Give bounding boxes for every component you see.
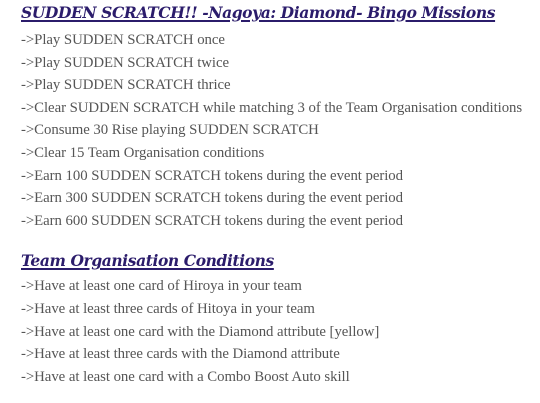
document-page xyxy=(21,0,536,388)
mission-item-1: ->Play SUDDEN SCRATCH once xyxy=(21,32,225,48)
condition-item-4: ->Have at least three cards with the Diamond attribute xyxy=(21,346,340,363)
mission-item-8: ->Earn 300 SUDDEN SCRATCH tokens during the event period xyxy=(21,190,403,207)
missions-list xyxy=(21,29,536,232)
mission-item-4: ->Clear SUDDEN SCRATCH while matching 3 of the Team Organisation conditions xyxy=(21,99,523,116)
conditions-list xyxy=(21,275,536,388)
condition-item-3: ->Have at least one card with the Diamond attribute [yellow] xyxy=(21,323,380,340)
condition-item-2: ->Have at least three cards of Hitoya in your team xyxy=(21,300,315,317)
mission-item-3: ->Play SUDDEN SCRATCH thrice xyxy=(21,77,231,94)
mission-item-2: ->Play SUDDEN SCRATCH twice xyxy=(21,54,229,71)
condition-item-1: ->Have at least one card of Hiroya in your team xyxy=(21,278,302,295)
conditions-heading: Team Organisation Conditions xyxy=(21,251,274,271)
mission-item-7: ->Earn 100 SUDDEN SCRATCH tokens during the event period xyxy=(21,167,403,184)
condition-item-5: ->Have at least one card with a Combo Boost Auto skill xyxy=(21,368,350,385)
mission-item-6: ->Clear 15 Team Organisation conditions xyxy=(21,144,265,161)
mission-item-9: ->Earn 600 SUDDEN SCRATCH tokens during the event period xyxy=(21,212,403,229)
missions-heading: SUDDEN SCRATCH!! -Nagoya: Diamond- Bingo Missions xyxy=(21,3,496,22)
mission-item-5: ->Consume 30 Rise playing SUDDEN SCRATCH xyxy=(21,122,319,139)
